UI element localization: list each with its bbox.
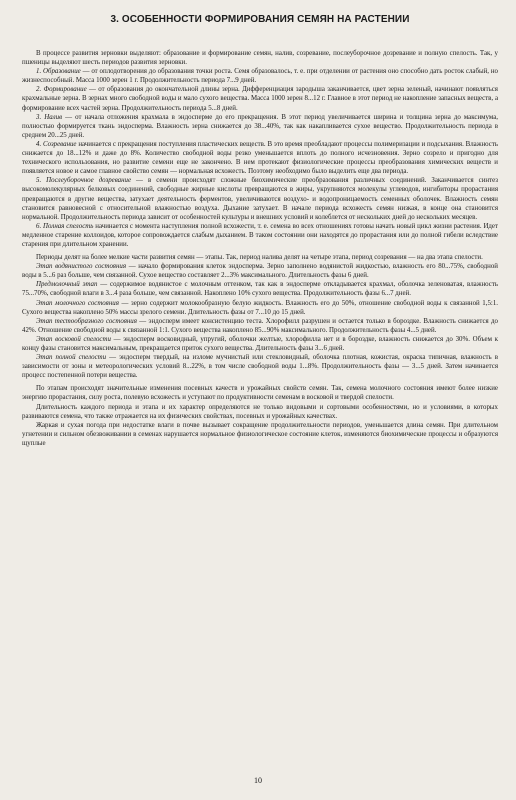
paragraph-text: — содержимое водянистое с молочным оттенком, так как в эндосперме откладывается крахмал, оболочка зеленоватая, влажность 75...70%, свободной влаги в 3...4 раза больше, чем связанной. Накоплено 10% сухого вещества. Продолжительность фазы 6...7 дней. [22, 281, 498, 298]
paragraph-text: — в семени происходят сложные биохимические преобразования различных соединений. Заканчивается синтез высокомолекулярных белковых соединений, свободные жирные кислоты превращаются в жиры, укрупняются молекулы углеводов, ингибиторы прорастания превращаются в другие вещества, затухает деятельность ферментов, увеличиваются воздухо- и водопроницаемость семенных оболочек. Влажность семян становится равновесной с относительной влажностью воздуха. Дыхание затухает. В начале периода всхожесть семян низкая, в конце она становится нормальной. Продолжительность периода зависит от особенностей культуры и внешних условий и колеблется от нескольких дней до нескольких месяцев. [22, 177, 498, 221]
paragraph-text: — от образования до окончательной длины зерна. Дифференциация зародыша заканчивается, цвет зерна зеленый, начинают появляться крахмальные зерна. В зернах много свободной воды и мало сухого вещества. Масса 1000 зерен 8...12 г. Главное в этот период не накопление запасных веществ, а формирование всех частей зерна. Продолжительность периода 5...8 дней. [22, 86, 498, 112]
paragraph-text: Длительность каждого периода и этапа и их характер определяются не только видовыми и сортовыми особенностями, но и условиями, в которых развиваются семена, что также отражается на их физических свойствах, посевных и урожайных качествах. [22, 403, 498, 420]
paragraph-term: 6. Полная спелость [36, 222, 94, 230]
paragraph [22, 113, 498, 140]
paragraph-text: — эндосперм восковидный, упругий, оболочки желтые, хлорофилла нет и в бороздке, влажность снижается до 30%. Объем к концу фазы становится максимальным, прекращается приток сухого вещества. Длительность фазы 3...6 дней. [22, 335, 498, 352]
paragraph-text: В процессе развития зерновки выделяют: образование и формирование семян, налив, созревание, послеуборочное дозревание и полную спелость. Так, у пшеницы выделяют шесть периодов развития зерновки. [22, 50, 498, 67]
paragraph [22, 384, 498, 402]
paragraph [22, 222, 498, 249]
paragraph [22, 140, 498, 176]
paragraph-term: Этап тестообразного состояния [36, 317, 137, 325]
paragraph-term: Этап молочного состояния [36, 299, 119, 307]
paragraph [22, 262, 498, 280]
paragraph [22, 49, 498, 67]
paragraph [22, 176, 498, 221]
document-page [22, 14, 498, 786]
paragraph-text: — от оплодотворения до образования точки роста. Семя образовалось, т. е. при отделении от растения оно способно дать росток слабый, но жизнеспособный. Масса 1000 зерен 1 г. Продолжительность периода 7...9 дней. [22, 68, 498, 85]
paragraph-text: Периоды делят на более мелкие части развития семян — этапы. Так, период налива делят на четыре этапа, период созревания — на два этапа спелости. [36, 254, 483, 262]
paragraph-term: Этап полной спелости [36, 354, 107, 362]
paragraph-term: 5. Послеуборочное дозревание [36, 177, 132, 185]
paragraph-text: начинается с момента наступления полной всхожести, т. е. семена во всех отношениях готовы начать новый цикл жизни растения. Идет медленное старение коллоидов, которое сопровождается слабым дыханием. В таком состоянии они находятся до прорастания или до полной гибели вследствие старения при длительном хранении. [22, 222, 498, 248]
paragraph-text: — эндосперм имеет консистенцию теста. Хлорофилл разрушен и остается только в бороздке. Влажность снижается до 42%. Отношение свободной воды к связанной 1:1. Сухого вещества накоплено 85...90% максимального. Продолжительность фазы 4...5 дней. [22, 317, 498, 334]
paragraph-term: 2. Формирование [36, 86, 87, 94]
paragraph [22, 403, 498, 421]
paragraph-text: — эндосперм твердый, на изломе мучнистый или стекловидный, оболочка плотная, кожистая, окраска типичная, влажность в зависимости от зоны и метеорологических условий 8...22%, в том числе свободной воды 1...8%. Продолжительность фазы — 3...5 дней. Затем начинается процесс постепенной потери вещества. [22, 354, 498, 380]
paragraph-text: Жаркая и сухая погода при недостатке влаги в почве вызывает сокращение продолжительности периодов, уменьшается длина семян. При длительном угнетении и сильном обезвоживании в семенах нарушается нормальное физиологическое состояние клеток, изменяются биохимические процессы и образуются щуплые [22, 421, 498, 447]
paragraph [22, 280, 498, 298]
paragraph-text: По этапам происходят значительные изменения посевных качеств и урожайных свойств семян. Так, семена молочного состояния имеют более низкие энергию прорастания, силу роста, полевую всхожесть и уступают по продуктивности семенам в восковой и твердой спелости. [22, 385, 498, 402]
paragraph-term: Предмолочный этап [36, 281, 98, 289]
section-title: 3. ОСОБЕННОСТИ ФОРМИРОВАНИЯ СЕМЯН НА РАСТЕНИИ [110, 14, 410, 25]
paragraph-term: Этап водянистого состояния [36, 263, 127, 271]
paragraph-text: — начало формирования клеток эндосперма. Зерно заполнено водянистой жидкостью, влажность его 80...75%, свободной воды в 5...6 раз больше, чем связанной. Сухое вещество составляет 2...3% максимального. Длительность фазы 6 дней. [22, 263, 498, 280]
paragraph [22, 253, 498, 262]
paragraph [22, 317, 498, 335]
paragraph-text: — от начала отложения крахмала в эндосперме до его прекращения. В этот период увеличивается ширина и толщина зерна до максимума, полностью формируется ткань эндосперма. Влажность зерна снижается до 38...40%, так как накапливается сухое вещество. Продолжительность периода в среднем 20...25 дней. [22, 113, 498, 139]
paragraph-term: 1. Образование [36, 68, 81, 76]
paragraph-term: 4. Созревание [36, 140, 77, 148]
paragraph [22, 85, 498, 112]
paragraph [22, 335, 498, 353]
paragraph [22, 299, 498, 317]
paragraph-term: 3. Налив [36, 113, 63, 121]
paragraph [22, 353, 498, 380]
paragraph-term: Этап восковой спелости [36, 335, 111, 343]
paragraph-text: начинается с прекращения поступления пластических веществ. В это время преобладают процессы полимеризации и подсыхания. Влажность снижается до 18...12% и даже до 8%. Количество свободной воды резко уменьшается вплоть до полного исчезновения. Зерно созрело и пригодно для технического использования, но развитие семени еще не закончено. В нем протекают физиологические процессы преобразования химических веществ и появляется новое и самое главное свойство семян — нормальная всхожесть. Поэтому необходимо было выделить еще два периода. [22, 140, 498, 176]
paragraph [22, 67, 498, 85]
paragraph [22, 421, 498, 448]
page-number: 10 [254, 776, 262, 785]
paragraph-text: — зерно содержит молокообразную белую жидкость. Влажность его до 50%, отношение свободной воды к связанной 1,5:1. Сухого вещества накоплено 50% массы зрелого семени. Длительность фазы от 7...10 до 15 дней. [22, 299, 498, 316]
body-text [22, 49, 498, 448]
